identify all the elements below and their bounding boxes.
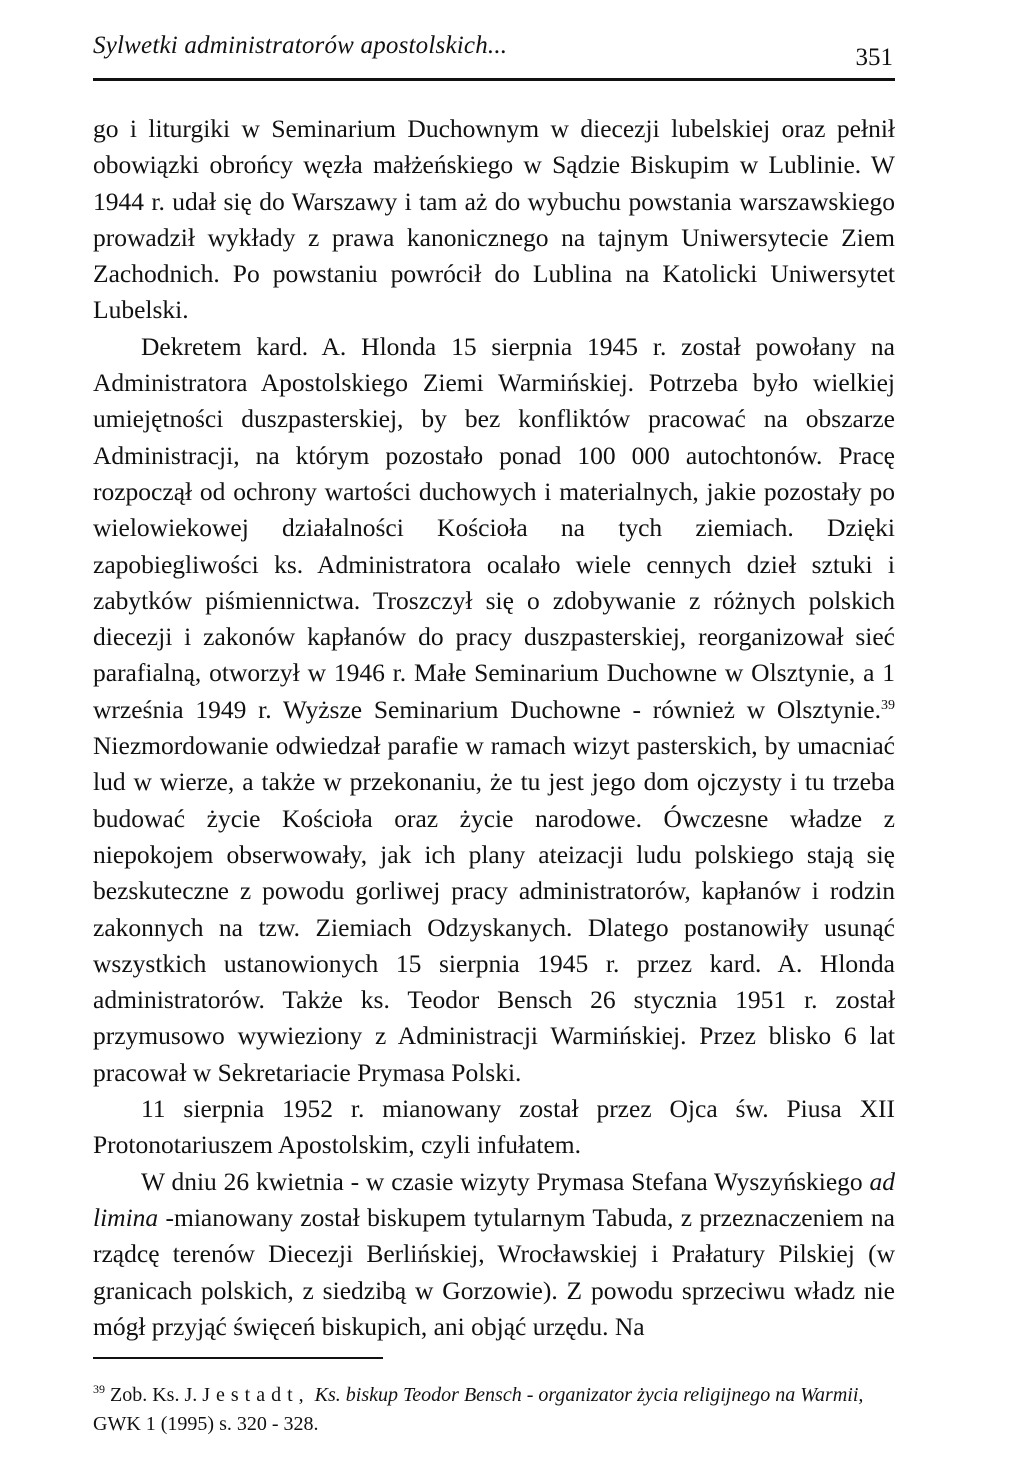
footnote-separator <box>93 1357 383 1359</box>
footnote <box>93 1381 895 1439</box>
footnote-reference: 39 <box>881 697 895 713</box>
footnote-lead: Zob. Ks. J. <box>110 1384 198 1406</box>
paragraph-2-part-b: Niezmordowanie odwiedzał parafie w ramach wizyt pasterskich, by umacniać lud w wierze, a także w przekonaniu, że tu jest jego dom ojczysty i tu trzeba budować życie Kościoła oraz życie narodowe. Ówczesne władze z niepokojem obserwowały, jak ich plany ateizacji ludu polskiego stają się bezskuteczne z powodu gorliwej pracy administratorów, kapłanów i rodzin zakonnych na tzw. Ziemiach Odzyskanych. Dlatego postanowiły usunąć wszystkich ustanowionych 15 sierpnia 1945 r. przez kard. A. Hlonda administratorów. Także ks. Teodor Bensch 26 stycznia 1951 r. został przymusowo wywieziony z Administracji Warmińskiej. Przez blisko 6 lat pracował w Sekretariacie Prymasa Polski. <box>93 731 895 1087</box>
paragraph-4-part-b: -mianowany został biskupem tytularnym Tabuda, z przeznaczeniem na rządcę terenów Diecezji Berlińskiej, Wrocławskiej i Prałatury Pilskiej (w granicach polskich, z siedzibą w Gorzowie). Z powodu sprzeciwu władz nie mógł przyjąć święceń biskupich, ani objąć urzędu. Na <box>93 1202 895 1341</box>
paragraph-4-part-a: W dniu 26 kwietnia - w czasie wizyty Prymasa Stefana Wyszyńskiego <box>141 1166 870 1196</box>
paragraph-2-part-a: Dekretem kard. A. Hlonda 15 sierpnia 1945 r. został powołany na Administratora Apostolskiego Ziemi Warmińskiej. Potrzeba było wielkiej umiejętności duszpasterskiej, by bez konfliktów pracować na obszarze Administracji, na którym pozostało ponad 100 000 autochtonów. Pracę rozpoczął od ochrony wartości duchowych i materialnych, jakie pozostały po wielowiekowej działalności Kościoła na tych ziemiach. Dzięki zapobiegliwości ks. Administratora ocalało wiele cennych dzieł sztuki i zabytków piśmiennictwa. Troszczył się o zdobywanie z różnych polskich diecezji i zakonów kapłanów do pracy duszpasterskiej, reorganizował sieć parafialną, otworzył w 1946 r. Małe Seminarium Duchowne w Olsztynie, a 1 września 1949 r. Wyższe Seminarium Duchowne - również w Olsztynie. <box>93 331 895 724</box>
footnote-source: GWK 1 (1995) s. 320 - 328. <box>93 1413 319 1435</box>
body-text <box>93 111 895 1345</box>
footnote-number: 39 <box>93 1382 105 1396</box>
paragraph-1: go i liturgiki w Seminarium Duchownym w diecezji lubelskiej oraz pełnił obowiązki obrońcy węzła małżeńskiego w Sądzie Biskupim w Lublinie. W 1944 r. udał się do Warszawy i tam aż do wybuchu powstania warszawskiego prowadził wykłady z prawa kanonicznego na tajnym Uniwersytecie Ziem Zachodnich. Po powstaniu powrócił do Lublina na Katolicki Uniwersytet Lubelski. <box>93 114 895 325</box>
page-number: 351 <box>855 44 893 71</box>
paragraph-2 <box>93 329 895 1091</box>
paragraph-3: 11 sierpnia 1952 r. mianowany został przez Ojca św. Piusa XII Protonotariuszem Apostolskim, czyli infułatem. <box>93 1094 895 1160</box>
running-title: Sylwetki administratorów apostolskich... <box>93 32 508 59</box>
paragraph-4 <box>93 1164 895 1345</box>
running-head <box>93 28 895 81</box>
paragraph-4-emphasis: ad limina <box>93 1166 895 1232</box>
footnote-author: Jestadt, <box>202 1384 310 1406</box>
footnote-title: Ks. biskup Teodor Bensch - organizator życia religijnego na Warmii, <box>309 1384 864 1406</box>
page <box>93 28 895 1345</box>
